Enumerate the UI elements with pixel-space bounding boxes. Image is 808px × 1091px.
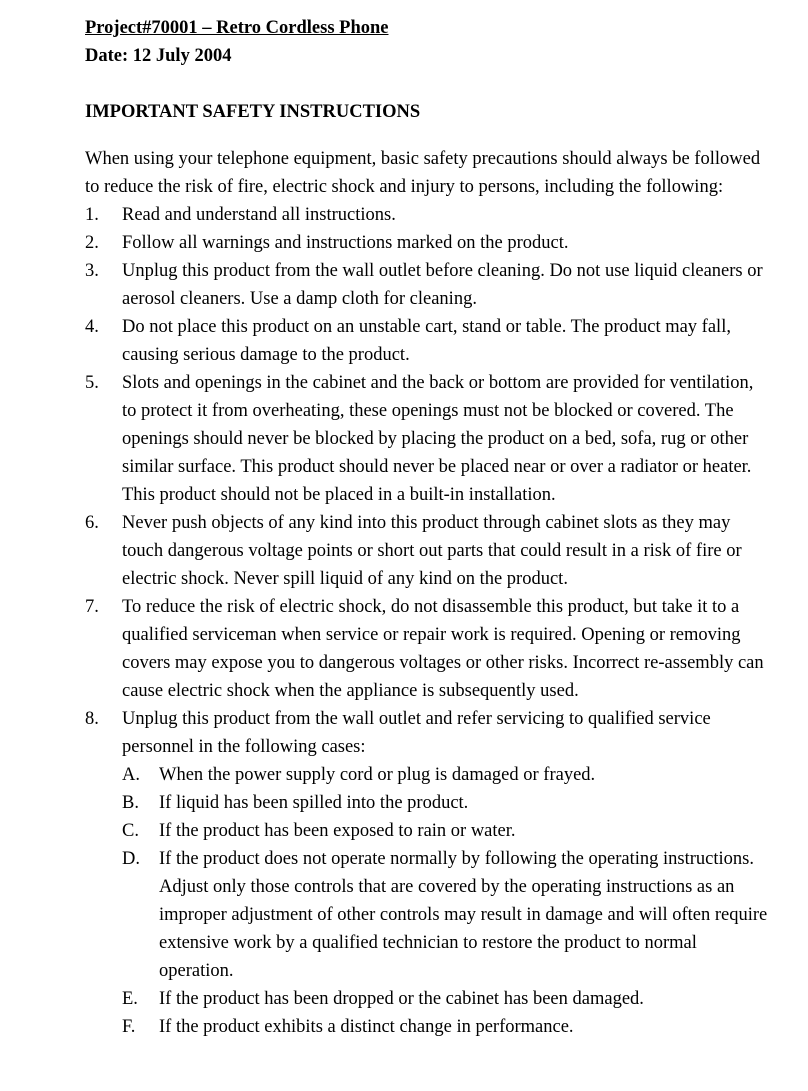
- item-number: 4.: [85, 316, 99, 337]
- service-case-item: [122, 845, 768, 985]
- item-text: Never push objects of any kind into this product through cabinet slots as they may touch dangerous voltage points or short out parts that could result in a risk of fire or electric shock. Never spill liquid of any kind on the product.: [122, 512, 742, 589]
- subitem-letter: D.: [122, 848, 140, 869]
- section-intro: When using your telephone equipment, basic safety precautions should always be followed to reduce the risk of fire, electric shock and injury to persons, including the following:: [85, 148, 761, 197]
- subitem-letter: C.: [122, 820, 139, 841]
- subitem-text: When the power supply cord or plug is damaged or frayed.: [159, 764, 596, 785]
- document-date: Date: 12 July 2004: [85, 46, 232, 66]
- item-number: 6.: [85, 512, 99, 533]
- subitem-letter: F.: [122, 1016, 136, 1037]
- subitem-letter: E.: [122, 988, 138, 1009]
- project-title: Project#70001 – Retro Cordless Phone: [85, 18, 389, 38]
- item-text: Slots and openings in the cabinet and the back or bottom are provided for ventilation, to protect it from overheating, these openings must not be blocked or covered. The openings should never be blocked by placing the product on a bed, sofa, rug or other similar surface. This product should never be placed near or over a radiator or heater. This product should not be placed in a built-in installation.: [122, 372, 754, 505]
- item-text: To reduce the risk of electric shock, do not disassemble this product, but take it to a qualified serviceman when service or repair work is required. Opening or removing covers may expose you to dangerous voltages or other risks. Incorrect re-assembly can cause electric shock when the appliance is subsequently used.: [122, 596, 764, 701]
- instruction-item: [85, 201, 768, 229]
- subitem-letter: A.: [122, 764, 140, 785]
- item-number: 8.: [85, 708, 99, 729]
- item-number: 7.: [85, 596, 99, 617]
- item-text: Unplug this product from the wall outlet and refer servicing to qualified service personnel in the following cases:: [122, 708, 711, 757]
- service-case-item: [122, 789, 768, 817]
- service-case-item: [122, 817, 768, 845]
- subitem-letter: B.: [122, 792, 139, 813]
- item-text: Unplug this product from the wall outlet before cleaning. Do not use liquid cleaners or aerosol cleaners. Use a damp cloth for cleaning.: [122, 260, 763, 309]
- subitem-text: If liquid has been spilled into the product.: [159, 792, 469, 813]
- instruction-item: [85, 257, 768, 313]
- item-number: 5.: [85, 372, 99, 393]
- instruction-list: [85, 201, 768, 1041]
- service-case-item: [122, 985, 768, 1013]
- instruction-item: [85, 509, 768, 593]
- instruction-item: [85, 313, 768, 369]
- item-text: Read and understand all instructions.: [122, 204, 396, 225]
- service-case-item: [122, 761, 768, 789]
- item-number: 3.: [85, 260, 99, 281]
- subitem-text: If the product does not operate normally by following the operating instructions. Adjust only those controls that are covered by the operating instructions as an improper adjustment of other controls may result in damage and will often require extensive work by a qualified technician to restore the product to normal operation.: [159, 848, 768, 981]
- subitem-text: If the product has been exposed to rain or water.: [159, 820, 516, 841]
- instruction-item: [85, 229, 768, 257]
- item-number: 1.: [85, 204, 99, 225]
- item-text: Do not place this product on an unstable cart, stand or table. The product may fall, causing serious damage to the product.: [122, 316, 731, 365]
- instruction-item: [85, 369, 768, 509]
- subitem-text: If the product has been dropped or the cabinet has been damaged.: [159, 988, 644, 1009]
- item-number: 2.: [85, 232, 99, 253]
- service-case-item: [122, 1013, 768, 1041]
- section-title: IMPORTANT SAFETY INSTRUCTIONS: [85, 102, 421, 122]
- instruction-item: [85, 593, 768, 705]
- subitem-text: If the product exhibits a distinct change in performance.: [159, 1016, 574, 1037]
- instruction-item: [85, 705, 768, 1041]
- service-case-list: [122, 761, 768, 1041]
- item-text: Follow all warnings and instructions marked on the product.: [122, 232, 569, 253]
